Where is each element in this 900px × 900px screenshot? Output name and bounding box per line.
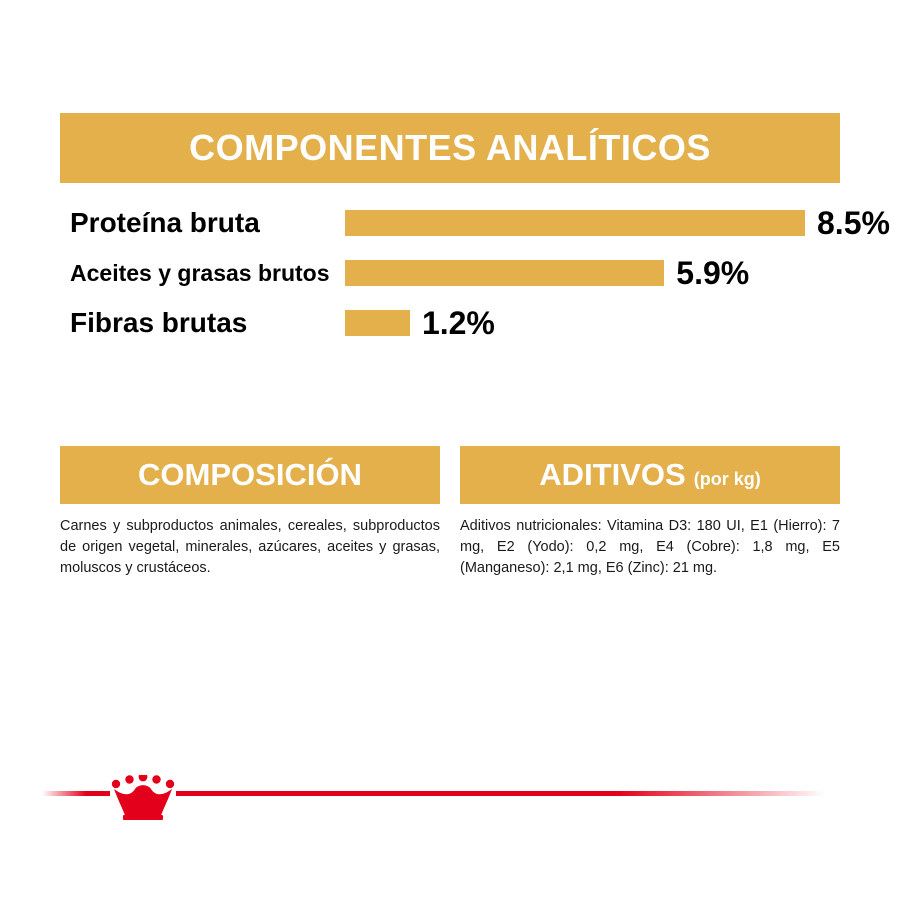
additives-body: Aditivos nutricionales: Vitamina D3: 180 UI, E1 (Hierro): 7 mg, E2 (Yodo): 0,2 mg, E4 (Cobre): 1,8 mg, E5 (Manganeso): 2,1 mg, E6 (Zinc): 21 mg. xyxy=(460,518,840,577)
composition-banner xyxy=(60,446,440,504)
footer-brand xyxy=(0,775,900,835)
bar-label: Aceites y grasas brutos xyxy=(70,259,330,286)
bar-value: 8.5% xyxy=(817,204,890,241)
crown-icon xyxy=(110,775,176,823)
analytical-components-banner xyxy=(60,113,840,183)
additives-banner xyxy=(460,446,840,504)
bar-label: Proteína bruta xyxy=(70,207,260,238)
footer-rule-left xyxy=(42,791,110,796)
footer-rule-right xyxy=(176,791,826,796)
bar-label: Fibras brutas xyxy=(70,307,248,338)
bar-fill xyxy=(345,260,664,286)
composition-block xyxy=(60,446,440,579)
bar-fill xyxy=(345,310,410,336)
chart-bar-row xyxy=(60,298,860,348)
composition-body: Carnes y subproductos animales, cereales, subproductos de origen vegetal, minerales, azúcares, aceites y grasas, moluscos y crustáceos. xyxy=(60,518,440,577)
composition-title: COMPOSICIÓN xyxy=(138,457,362,492)
chart-bar-row xyxy=(60,248,860,298)
bar-value: 5.9% xyxy=(676,254,750,291)
bar-track xyxy=(345,304,495,341)
analytical-components-title: COMPONENTES ANALÍTICOS xyxy=(189,127,711,168)
bar-track xyxy=(345,254,750,291)
bar-fill xyxy=(345,210,805,236)
bar-track xyxy=(345,204,890,241)
chart-bar-row xyxy=(60,198,890,248)
additives-title: ADITIVOS xyxy=(539,457,686,492)
additives-block xyxy=(460,446,840,579)
bar-value: 1.2% xyxy=(421,304,495,341)
analytical-components-chart xyxy=(60,198,890,348)
additives-subtitle: (por kg) xyxy=(693,468,761,489)
detail-columns xyxy=(60,446,840,579)
